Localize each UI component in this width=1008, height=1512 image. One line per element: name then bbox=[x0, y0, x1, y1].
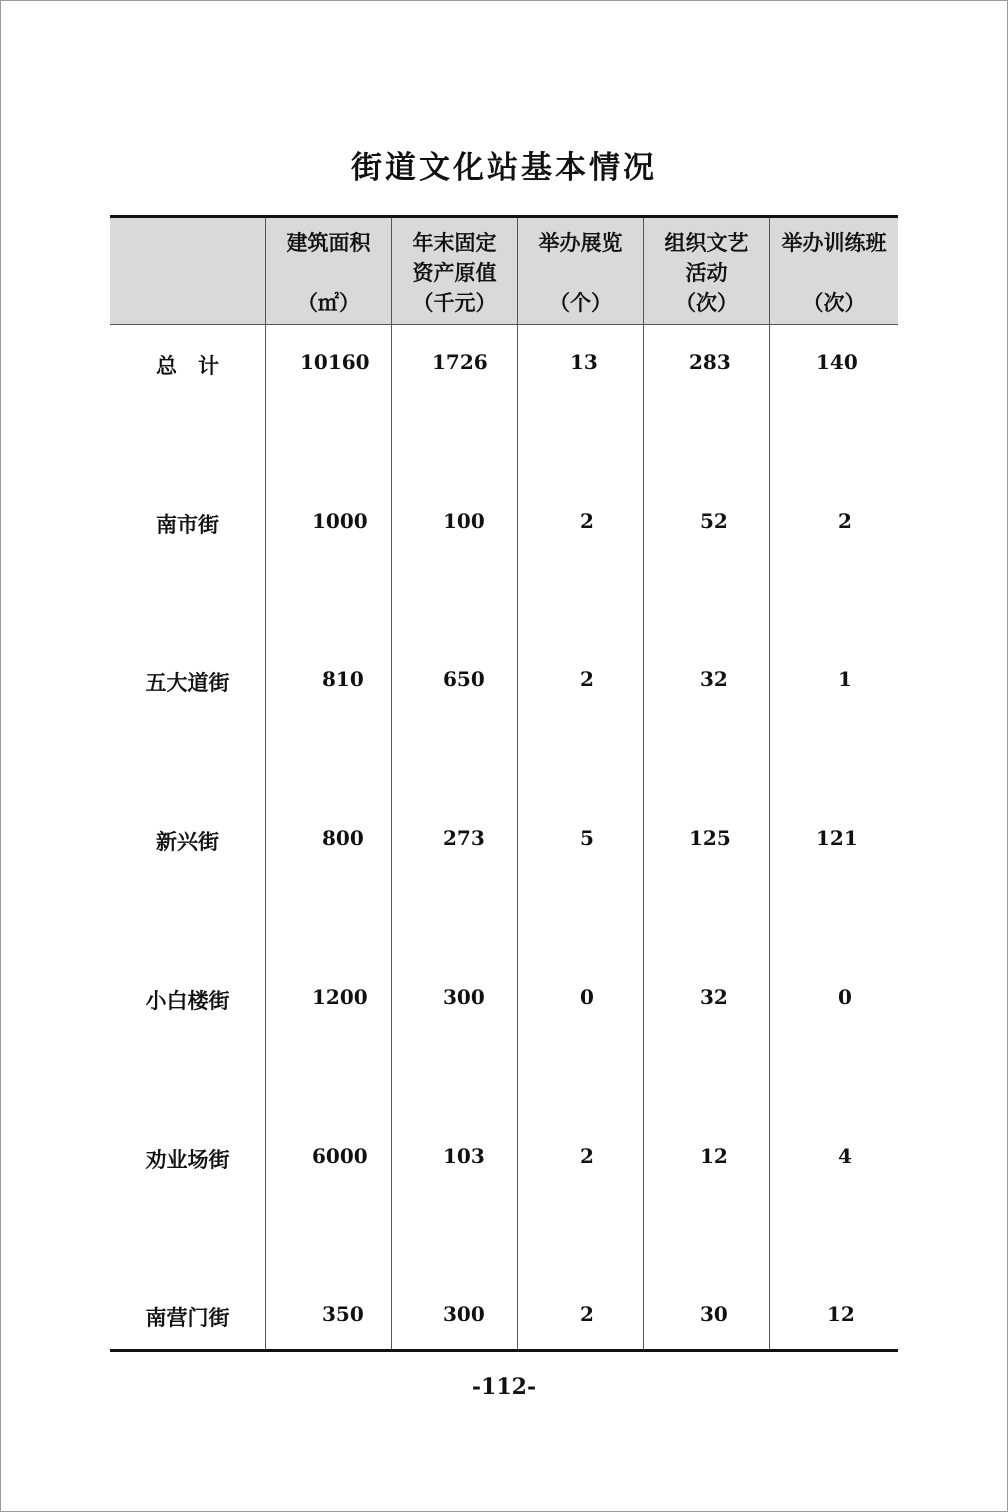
page-number: -112- bbox=[471, 1374, 537, 1400]
row-label: 新兴街 bbox=[156, 829, 219, 854]
cell-value: 800 bbox=[322, 826, 364, 850]
data-table bbox=[110, 215, 898, 1352]
cell-value: 103 bbox=[443, 1144, 485, 1168]
cell-value: 52 bbox=[700, 509, 728, 533]
cell-value: 1200 bbox=[312, 985, 368, 1009]
table-bottom-rule bbox=[110, 1349, 898, 1352]
cell-value: 125 bbox=[689, 826, 731, 850]
header-line: 组织文艺 bbox=[664, 230, 749, 255]
header-unit: （㎡） bbox=[297, 290, 360, 315]
cell-value: 300 bbox=[443, 1302, 485, 1326]
cell-value: 32 bbox=[700, 985, 728, 1009]
cell-value: 12 bbox=[700, 1144, 728, 1168]
cell-value: 6000 bbox=[312, 1144, 368, 1168]
cell-value: 0 bbox=[580, 985, 594, 1009]
header-activities bbox=[644, 218, 769, 324]
header-line: 举办展览 bbox=[538, 230, 623, 255]
cell-value: 650 bbox=[443, 667, 485, 691]
cell-value: 1726 bbox=[432, 350, 488, 374]
row-label: 五大道街 bbox=[145, 670, 230, 695]
cell-value: 13 bbox=[570, 350, 598, 374]
header-unit: （次） bbox=[802, 290, 866, 315]
header-unit: （次） bbox=[675, 290, 738, 315]
header-line: 建筑面积 bbox=[286, 230, 371, 255]
cell-value: 2 bbox=[580, 1302, 594, 1326]
header-line: 资产原值 bbox=[412, 260, 497, 285]
row-label: 小白楼街 bbox=[145, 988, 230, 1013]
column-divider bbox=[769, 218, 770, 1349]
header-exhibitions bbox=[518, 218, 643, 324]
cell-value: 2 bbox=[580, 509, 594, 533]
header-training bbox=[770, 218, 898, 324]
cell-value: 273 bbox=[443, 826, 485, 850]
row-label: 总 计 bbox=[156, 353, 219, 378]
cell-value: 121 bbox=[816, 826, 858, 850]
cell-value: 350 bbox=[322, 1302, 364, 1326]
cell-value: 300 bbox=[443, 985, 485, 1009]
header-line: 举办训练班 bbox=[781, 230, 887, 255]
cell-value: 2 bbox=[580, 667, 594, 691]
column-divider bbox=[517, 218, 518, 1349]
cell-value: 2 bbox=[838, 509, 852, 533]
page-title: 街道文化站基本情况 bbox=[351, 150, 657, 186]
cell-value: 283 bbox=[689, 350, 731, 374]
header-line: 年末固定 bbox=[412, 230, 497, 255]
cell-value: 5 bbox=[580, 826, 594, 850]
cell-value: 100 bbox=[443, 509, 485, 533]
header-unit: （千元） bbox=[412, 290, 497, 315]
row-label: 南营门街 bbox=[145, 1305, 230, 1330]
cell-value: 10160 bbox=[300, 350, 370, 374]
cell-value: 0 bbox=[838, 985, 852, 1009]
cell-value: 32 bbox=[700, 667, 728, 691]
row-label: 南市街 bbox=[156, 512, 219, 537]
header-asset-value bbox=[392, 218, 517, 324]
cell-value: 810 bbox=[322, 667, 364, 691]
row-label: 劝业场街 bbox=[145, 1147, 230, 1172]
column-divider bbox=[643, 218, 644, 1349]
column-divider bbox=[265, 218, 266, 1349]
header-unit: （个） bbox=[549, 290, 612, 315]
cell-value: 1 bbox=[838, 667, 852, 691]
column-divider bbox=[391, 218, 392, 1349]
cell-value: 2 bbox=[580, 1144, 594, 1168]
cell-value: 1000 bbox=[312, 509, 368, 533]
cell-value: 140 bbox=[816, 350, 858, 374]
cell-value: 12 bbox=[827, 1302, 855, 1326]
header-line: 活动 bbox=[685, 260, 728, 285]
header-area bbox=[266, 218, 391, 324]
cell-value: 30 bbox=[700, 1302, 728, 1326]
cell-value: 4 bbox=[838, 1144, 852, 1168]
